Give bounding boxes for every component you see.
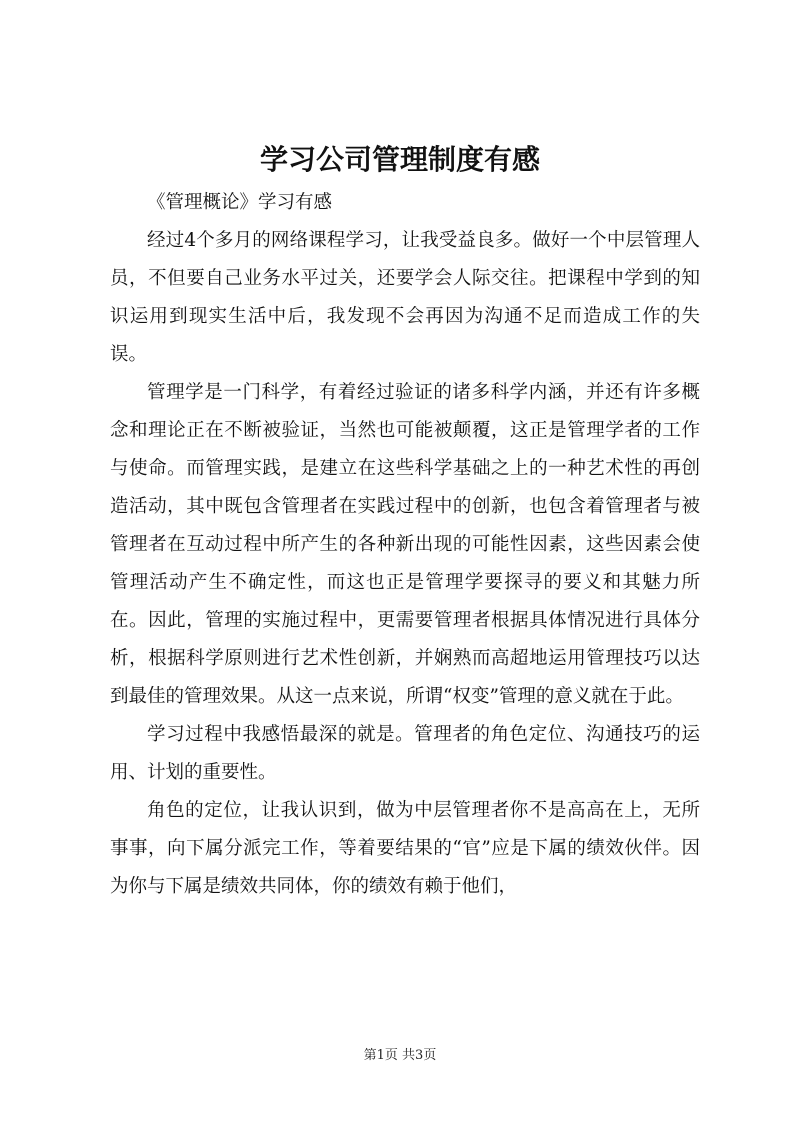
- paragraph-4: 角色的定位，让我认识到，做为中层管理者你不是高高在上，无所事事，向下属分派完工作，等着要结果的“官”应是下属的绩效伙伴。因为你与下属是绩效共同体，你的绩效有赖于他们，: [110, 800, 700, 897]
- paragraph-1: 经过4个多月的网络课程学习，让我受益良多。做好一个中层管理人员，不但要自己业务水平过关，还要学会人际交往。把课程中学到的知识运用到现实生活中后，我发现不会再因为沟通不足而造成工作的失误。: [110, 230, 700, 365]
- document-title: 学习公司管理制度有感: [259, 143, 540, 176]
- paragraph-2: 管理学是一门科学，有着经过验证的诸多科学内涵，并还有许多概念和理论正在不断被验证，当然也可能被颠覆，这正是管理学者的工作与使命。而管理实践，是建立在这些科学基础之上的一种艺术性的再创造活动，其中既包含管理者在实践过程中的创新，也包含着管理者与被管理者在互动过程中所产生的各种新出现的可能性因素，这些因素会使管理活动产生不确定性，而这也正是管理学要探寻的要义和其魅力所在。因此，管理的实施过程中，更需要管理者根据具体情况进行具体分析，根据科学原则进行艺术性创新，并娴熟而高超地运用管理技巧以达到最佳的管理效果。从这一点来说，所谓“权变”管理的意义就在于此。: [110, 382, 700, 707]
- paragraph-subtitle: 《管理概论》学习有感: [147, 192, 333, 213]
- paragraph-3: 学习过程中我感悟最深的就是。管理者的角色定位、沟通技巧的运用、计划的重要性。: [110, 724, 700, 783]
- page-footer: 第1页 共3页: [363, 1048, 437, 1063]
- document-body: [110, 184, 700, 906]
